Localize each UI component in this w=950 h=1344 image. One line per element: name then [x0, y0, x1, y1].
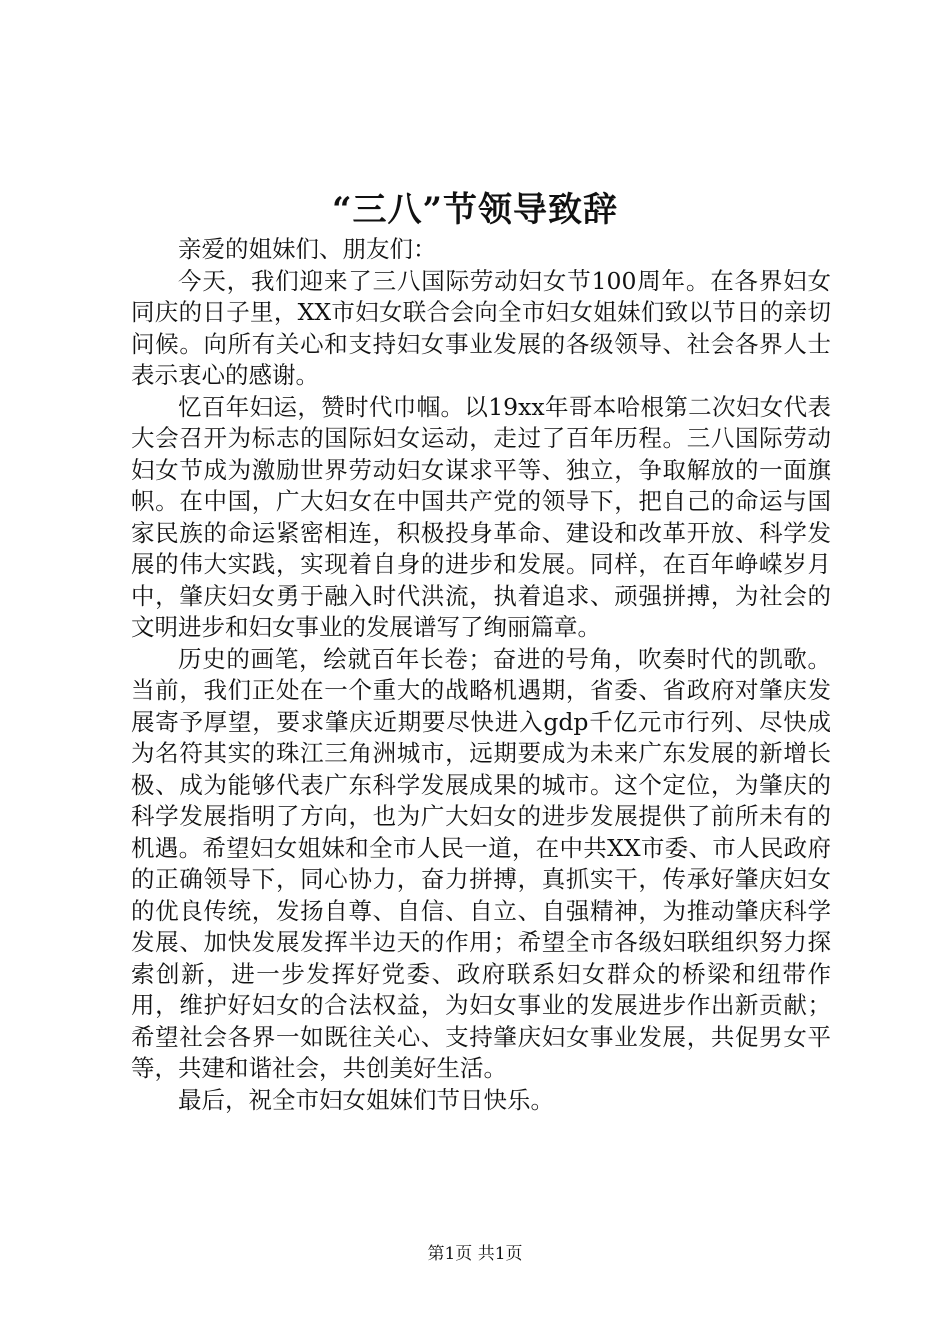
document-body: [131, 234, 831, 1116]
page-number-footer: 第1页 共1页: [427, 1244, 523, 1264]
paragraph-4: 最后，祝全市妇女姐妹们节日快乐。: [178, 1085, 554, 1114]
greeting: 亲爱的姐妹们、朋友们：: [178, 235, 437, 263]
paragraph-2: 忆百年妇运，赞时代巾帼。以19xx年哥本哈根第二次妇女代表大会召开为标志的国际妇女运动，走过了百年历程。三八国际劳动妇女节成为激励世界劳动妇女谋求平等、独立，争取解放的一面旗帜。在中国，广大妇女在中国共产党的领导下，把自己的命运与国家民族的命运紧密相连，积极投身革命、建设和改革开放、科学发展的伟大实践，实现着自身的进步和发展。同样，在百年峥嵘岁月中，肇庆妇女勇于融入时代洪流，执着追求、顽强拼搏，为社会的文明进步和妇女事业的发展谱写了绚丽篇章。: [131, 392, 831, 641]
paragraph-3: 历史的画笔，绘就百年长卷；奋进的号角，吹奏时代的凯歌。当前，我们正处在一个重大的战略机遇期，省委、省政府对肇庆发展寄予厚望，要求肇庆近期要尽快进入gdp千亿元市行列、尽快成为名符其实的珠江三角洲城市，远期要成为未来广东发展的新增长极、成为能够代表广东科学发展成果的城市。这个定位，为肇庆的科学发展指明了方向，也为广大妇女的进步发展提供了前所未有的机遇。希望妇女姐妹和全市人民一道，在中共XX市委、市人民政府的正确领导下，同心协力，奋力拼搏，真抓实干，传承好肇庆妇女的优良传统，发扬自尊、自信、自立、自强精神，为推动肇庆科学发展、加快发展发挥半边天的作用；希望全市各级妇联组织努力探索创新，进一步发挥好党委、政府联系妇女群众的桥梁和纽带作用，维护好妇女的合法权益，为妇女事业的发展进步作出新贡献；希望社会各界一如既往关心、支持肇庆妇女事业发展，共促男女平等，共建和谐社会，共创美好生活。: [131, 644, 831, 1082]
document-title: “三八”节领导致辞: [331, 190, 619, 230]
paragraph-1: 今天，我们迎来了三八国际劳动妇女节100周年。在各界妇女同庆的日子里，XX市妇女联合会向全市妇女姐妹们致以节日的亲切问候。向所有关心和支持妇女事业发展的各级领导、社会各界人士表示衷心的感谢。: [131, 266, 831, 389]
